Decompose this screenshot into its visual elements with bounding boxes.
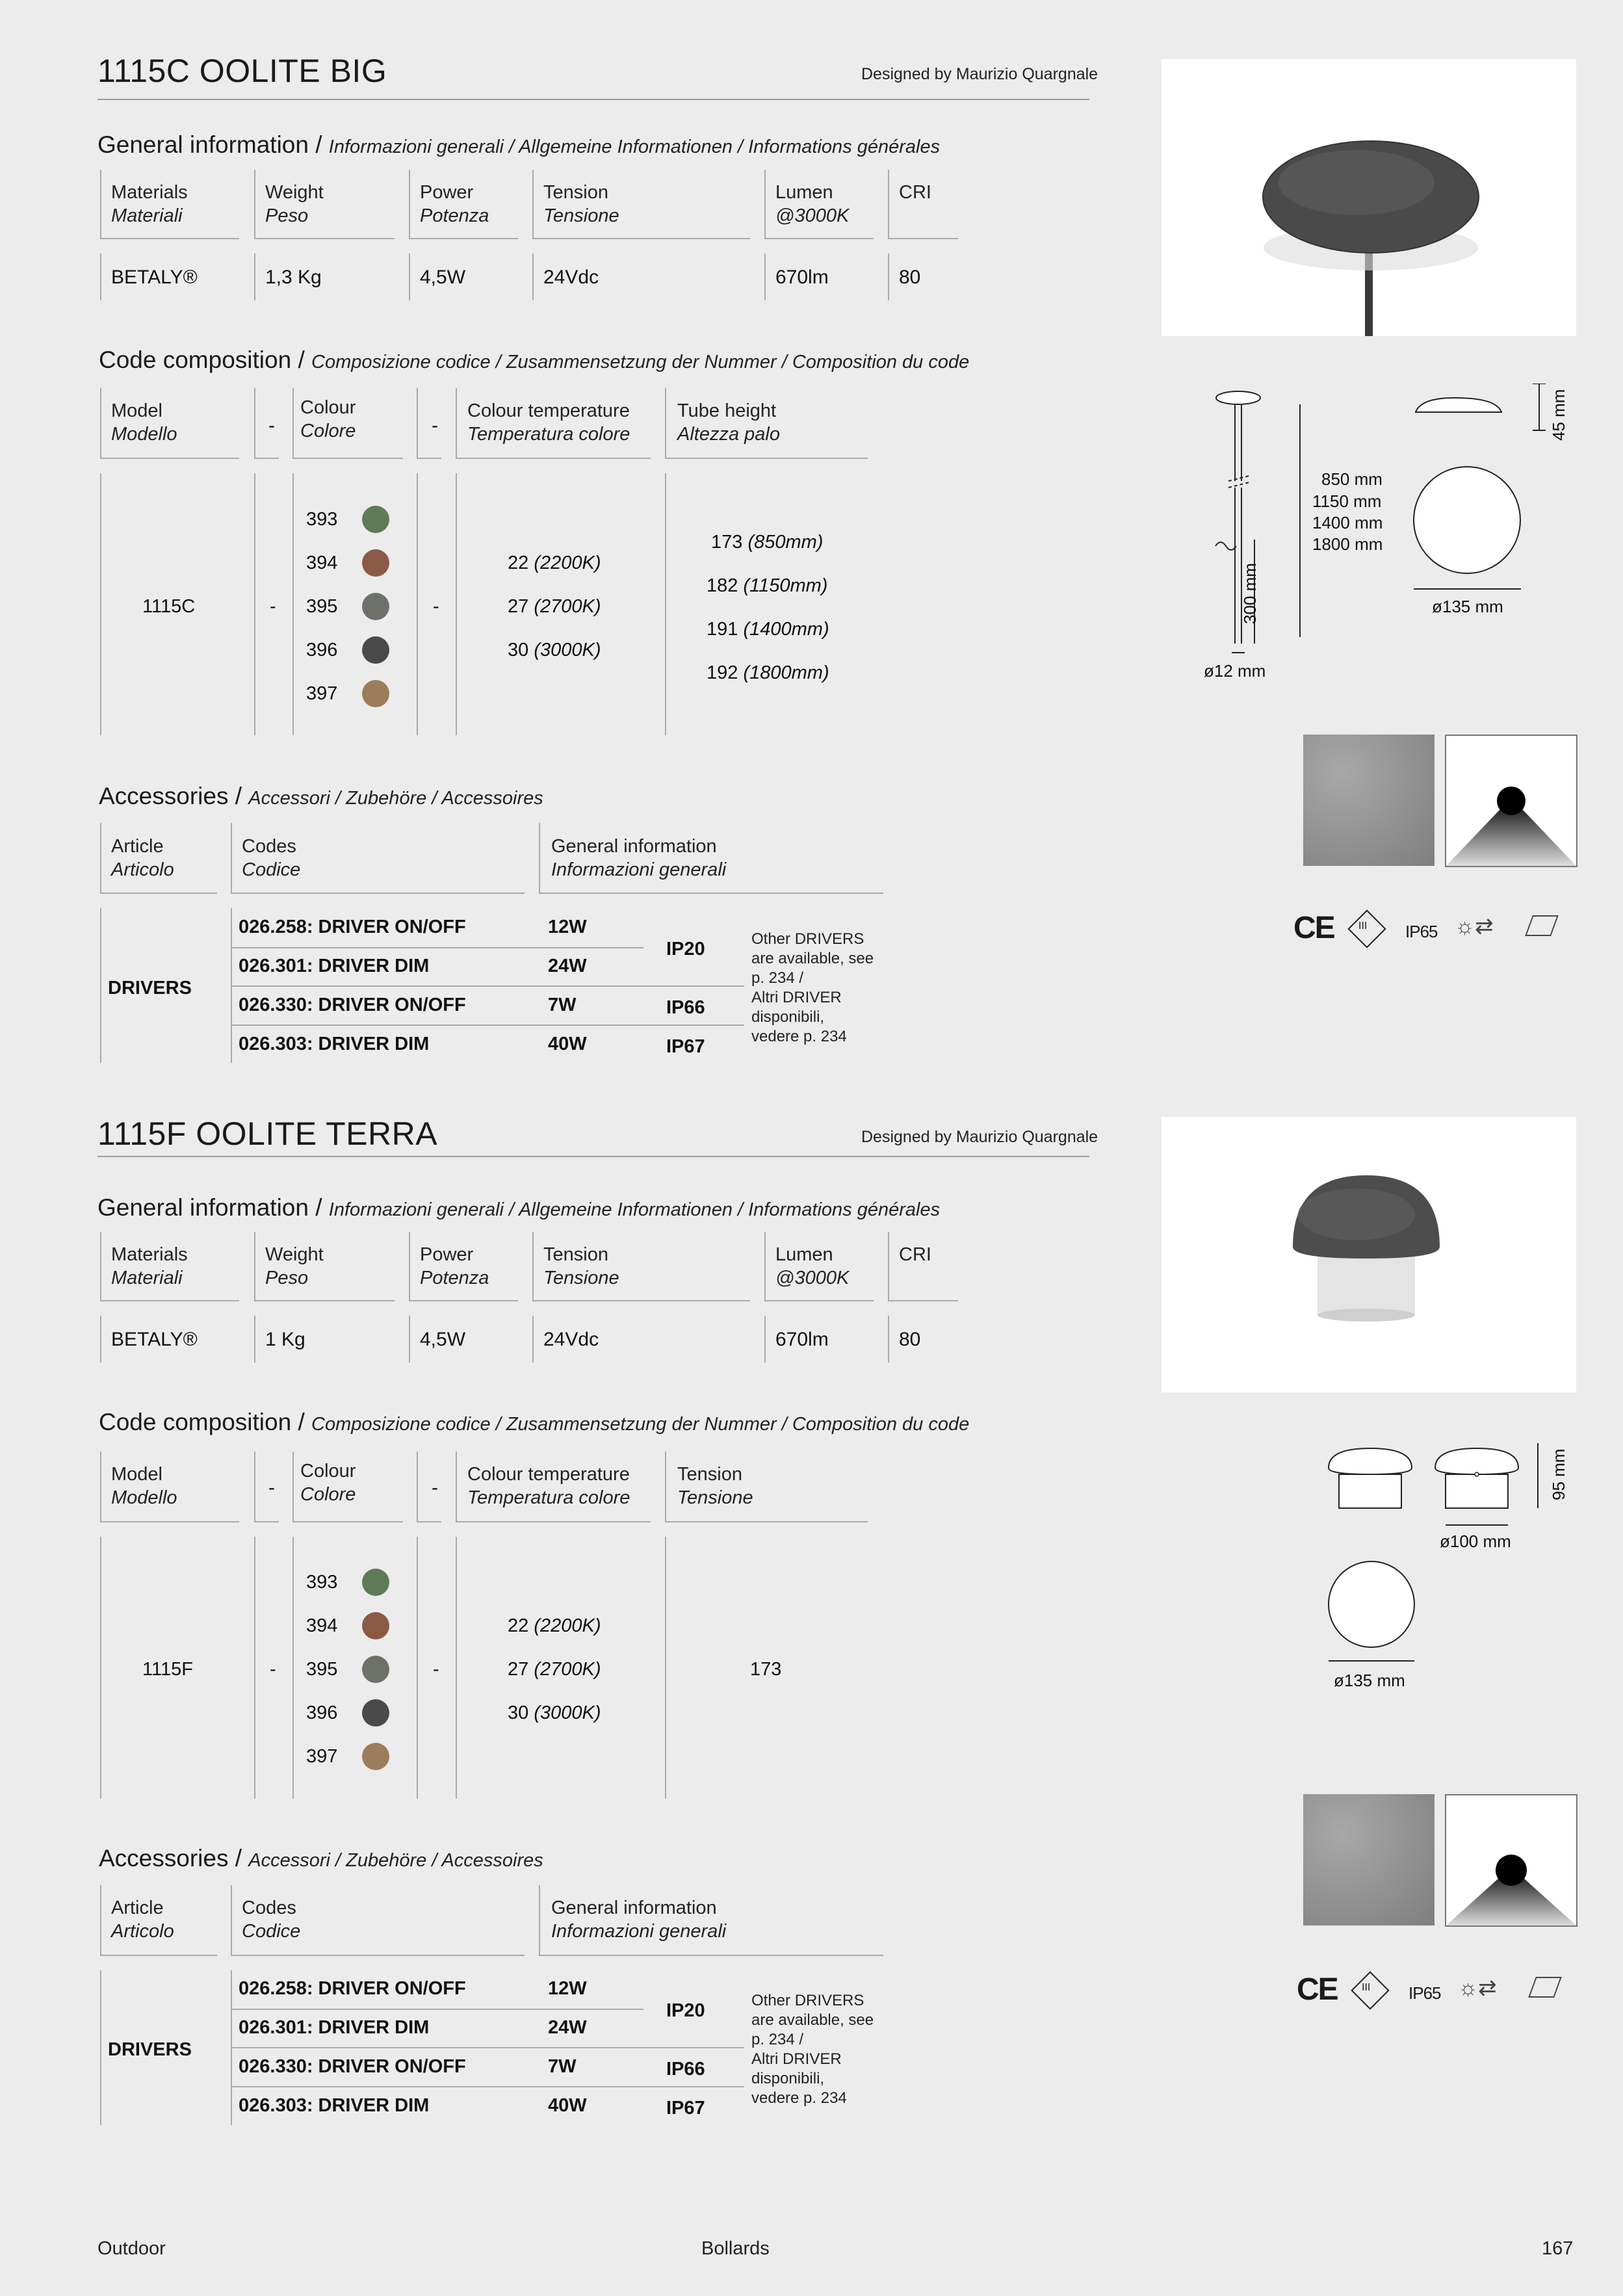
tube-option: 192 (1800mm) xyxy=(707,662,829,683)
colour-temp-label: Colour temperature Temperatura colore xyxy=(467,1464,630,1508)
product-title: 1115F OOLITE TERRA xyxy=(97,1115,438,1152)
colour-swatch xyxy=(362,1656,389,1683)
colour-code: 393 xyxy=(306,509,338,530)
accessory-code: 026.301: DRIVER DIM xyxy=(239,2017,430,2038)
code-heading: Code composition / Composizione codice / Zusammensetzung der Nummer / Composition du code xyxy=(99,1409,970,1435)
accessory-power: 24W xyxy=(548,2017,587,2038)
dash: - xyxy=(268,1477,275,1498)
col-tension-label: Tension Tensione xyxy=(543,1244,619,1288)
model-code: 1115F xyxy=(142,1659,193,1680)
temp-option: 27 (2700K) xyxy=(508,596,601,617)
tube-option: 173 (850mm) xyxy=(711,532,824,553)
accessory-code: 026.330: DRIVER ON/OFF xyxy=(239,995,466,1015)
led-driver-icon: ☼⇄ xyxy=(1455,914,1494,939)
tube-height-label: Tube height Altezza palo xyxy=(677,400,780,445)
colour-swatch xyxy=(362,1612,389,1639)
colour-swatch xyxy=(362,549,389,577)
base-diameter-label: ø100 mm xyxy=(1440,1532,1511,1551)
lumen-value: 670lm xyxy=(775,1329,829,1350)
diameter-label: ø135 mm xyxy=(1334,1671,1405,1690)
drivers-note: Other DRIVERS are available, see p. 234 / Altri DRIVER disponibili, vedere p. 234 xyxy=(751,930,874,1045)
tilt-icon xyxy=(1525,915,1559,936)
accessory-power: 12W xyxy=(548,1978,587,1999)
col-lumen-label: Lumen @3000K xyxy=(775,182,850,226)
col-power-label: Power Potenza xyxy=(420,1244,489,1288)
codes-label: Codes Codice xyxy=(242,1898,301,1942)
designer-credit: Designed by Maurizio Quargnale xyxy=(861,65,1098,83)
tension-code-label: Tension Tensione xyxy=(677,1464,753,1508)
accessory-code: 026.258: DRIVER ON/OFF xyxy=(239,917,466,937)
footer-category: Outdoor xyxy=(97,2238,166,2259)
colour-code: 395 xyxy=(306,596,338,617)
temp-option: 27 (2700K) xyxy=(508,1659,601,1680)
class-iii-text: III xyxy=(1358,920,1368,932)
tube-diameter-label: ø12 mm xyxy=(1204,661,1266,681)
temp-option: 22 (2200K) xyxy=(508,553,601,573)
ip-rating-icon: IP65 xyxy=(1405,922,1438,941)
accessory-code: 026.303: DRIVER DIM xyxy=(239,1034,430,1054)
accessory-power: 7W xyxy=(548,2056,577,2077)
ip-rating-icon: IP65 xyxy=(1409,1983,1441,2003)
general-heading: General information / Informazioni generali / Allgemeine Informationen / Informations générales xyxy=(97,1194,941,1221)
colour-code: 396 xyxy=(306,1702,338,1723)
accessory-power: 7W xyxy=(548,995,577,1015)
accessory-code: 026.258: DRIVER ON/OFF xyxy=(239,1978,466,1999)
info-label: General information Informazioni generali xyxy=(551,836,727,880)
cri-value: 80 xyxy=(899,1329,921,1350)
dash: - xyxy=(432,1477,438,1498)
tension-value: 24Vdc xyxy=(543,1329,599,1350)
ce-mark-icon: CE xyxy=(1297,1972,1338,2007)
class-iii-text: III xyxy=(1362,1982,1371,1993)
colour-code: 395 xyxy=(306,1659,338,1680)
accessory-power: 40W xyxy=(548,1034,587,1054)
temp-option: 30 (3000K) xyxy=(508,640,601,660)
codes-label: Codes Codice xyxy=(242,836,301,880)
col-materials-label: Materials Materiali xyxy=(111,1244,188,1288)
tube-option: 182 (1150mm) xyxy=(707,575,828,596)
code-heading: Code composition / Composizione codice / Zusammensetzung der Nummer / Composition du code xyxy=(99,346,970,373)
col-power-label: Power Potenza xyxy=(420,182,489,226)
colour-code: 396 xyxy=(306,640,338,660)
col-weight-label: Weight Peso xyxy=(265,1244,324,1288)
accessories-heading: Accessories / Accessori / Zubehöre / Accessoires xyxy=(99,783,543,809)
article-label: Article Articolo xyxy=(111,836,174,880)
colour-temp-label: Colour temperature Temperatura colore xyxy=(467,400,630,445)
weight-value: 1,3 Kg xyxy=(265,267,322,288)
accessory-code: 026.303: DRIVER DIM xyxy=(239,2095,430,2116)
power-value: 4,5W xyxy=(420,1329,466,1350)
head-height-label: 45 mm xyxy=(1549,389,1568,441)
tube-option: 191 (1400mm) xyxy=(707,619,829,640)
model-label: Model Modello xyxy=(111,1464,177,1508)
led-driver-icon: ☼⇄ xyxy=(1458,1976,1497,2000)
materials-value: BETALY® xyxy=(111,267,198,288)
cri-value: 80 xyxy=(899,267,921,288)
accessory-article: DRIVERS xyxy=(108,978,192,998)
dash: - xyxy=(270,596,276,617)
colour-swatch xyxy=(362,593,389,620)
page-number: 167 xyxy=(1542,2238,1574,2259)
height-label: 1800 mm xyxy=(1312,534,1383,554)
accessory-article: DRIVERS xyxy=(108,2039,192,2060)
info-label: General information Informazioni generali xyxy=(551,1898,727,1942)
col-lumen-label: Lumen @3000K xyxy=(775,1244,850,1288)
spike-label: 300 mm xyxy=(1240,563,1260,624)
col-materials-label: Materials Materiali xyxy=(111,182,188,226)
dash: - xyxy=(433,596,439,617)
accessory-ip: IP20 xyxy=(666,2000,705,2021)
accessory-ip: IP67 xyxy=(666,2098,705,2119)
model-code: 1115C xyxy=(142,596,196,617)
colour-swatch xyxy=(362,1743,389,1770)
diameter-label: ø135 mm xyxy=(1432,597,1503,616)
colour-label: Colour Colore xyxy=(300,397,356,441)
texture-swatch xyxy=(1303,1794,1435,1925)
height-label: 1400 mm xyxy=(1312,513,1383,532)
title-rule xyxy=(97,99,1089,100)
beam-diagram xyxy=(1445,735,1578,867)
height-label: 95 mm xyxy=(1549,1448,1568,1500)
designer-credit: Designed by Maurizio Quargnale xyxy=(861,1128,1098,1146)
colour-swatch xyxy=(362,636,389,664)
col-cri-label: CRI xyxy=(899,182,931,203)
general-heading: General information / Informazioni generali / Allgemeine Informationen / Informations générales xyxy=(97,131,941,158)
dash: - xyxy=(432,415,438,436)
dash: - xyxy=(270,1659,276,1680)
temp-option: 22 (2200K) xyxy=(508,1615,601,1636)
accessory-code: 026.330: DRIVER ON/OFF xyxy=(239,2056,466,2077)
drivers-note: Other DRIVERS are available, see p. 234 / Altri DRIVER disponibili, vedere p. 234 xyxy=(751,1992,874,2107)
temp-option: 30 (3000K) xyxy=(508,1702,601,1723)
ce-mark-icon: CE xyxy=(1293,911,1334,945)
accessory-ip: IP20 xyxy=(666,939,705,959)
colour-code: 394 xyxy=(306,1615,338,1636)
accessory-power: 24W xyxy=(548,956,587,976)
colour-label: Colour Colore xyxy=(300,1461,356,1505)
accessory-ip: IP67 xyxy=(666,1036,705,1057)
dash: - xyxy=(268,415,275,436)
weight-value: 1 Kg xyxy=(265,1329,305,1350)
accessories-heading: Accessories / Accessori / Zubehöre / Accessoires xyxy=(99,1845,543,1872)
col-tension-label: Tension Tensione xyxy=(543,182,619,226)
colour-swatch xyxy=(362,680,389,707)
accessory-ip: IP66 xyxy=(666,997,705,1018)
tension-value: 24Vdc xyxy=(543,267,599,288)
colour-code: 397 xyxy=(306,683,338,704)
colour-swatch xyxy=(362,506,389,533)
tilt-icon xyxy=(1528,1977,1562,1998)
accessory-power: 40W xyxy=(548,2095,587,2116)
power-value: 4,5W xyxy=(420,267,466,288)
colour-swatch xyxy=(362,1569,389,1596)
colour-code: 393 xyxy=(306,1572,338,1593)
accessory-code: 026.301: DRIVER DIM xyxy=(239,956,430,976)
footer-section: Bollards xyxy=(701,2238,770,2259)
model-label: Model Modello xyxy=(111,400,177,445)
col-cri-label: CRI xyxy=(899,1244,931,1265)
product-photo xyxy=(1162,59,1576,336)
height-label: 850 mm xyxy=(1321,469,1383,489)
col-weight-label: Weight Peso xyxy=(265,182,324,226)
materials-value: BETALY® xyxy=(111,1329,198,1350)
tension-option: 173 xyxy=(750,1659,782,1680)
colour-code: 394 xyxy=(306,553,338,573)
colour-swatch xyxy=(362,1699,389,1727)
height-label: 1150 mm xyxy=(1312,491,1382,511)
article-label: Article Articolo xyxy=(111,1898,174,1942)
beam-diagram xyxy=(1445,1794,1578,1927)
dash: - xyxy=(433,1659,439,1680)
texture-swatch xyxy=(1303,735,1435,866)
product-photo xyxy=(1162,1117,1576,1392)
title-rule xyxy=(97,1156,1089,1157)
colour-code: 397 xyxy=(306,1746,338,1767)
product-title: 1115C OOLITE BIG xyxy=(97,53,387,89)
accessory-power: 12W xyxy=(548,917,587,937)
lumen-value: 670lm xyxy=(775,267,829,288)
accessory-ip: IP66 xyxy=(666,2059,705,2080)
